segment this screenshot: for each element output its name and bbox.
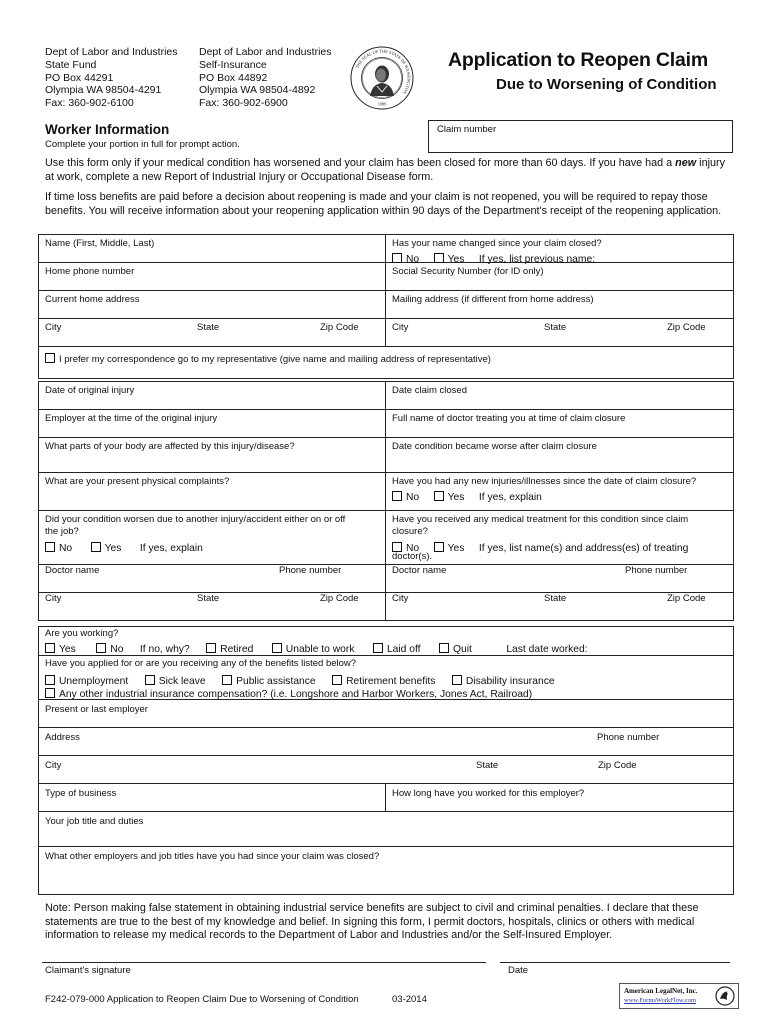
option-label: No [406, 543, 420, 554]
address-line: Fax: 360-902-6100 [45, 97, 134, 110]
date-claim-closed-label: Date claim closed [392, 385, 467, 396]
mailing-state-label: State [544, 322, 567, 333]
worsen-other-explain-label: If yes, explain [139, 543, 203, 554]
seal-year: 1889 [377, 101, 387, 107]
worsen-other-label-line2: the job? [45, 526, 79, 537]
other-compensation-label: Any other industrial insurance compensation? (i.e. Longshore and Harbor Workers, Jones Act, Railroad) [59, 689, 533, 700]
zip-label: Zip Code [320, 322, 359, 333]
address-line: Olympia WA 98504-4291 [45, 84, 162, 97]
claimant-signature-label: Claimant's signature [45, 965, 131, 976]
city-label: City [45, 322, 62, 333]
mailing-address-label: Mailing address (if different from home address) [392, 294, 594, 305]
previous-name-label: If yes, list previous name: [478, 254, 596, 265]
address-line: Dept of Labor and Industries [199, 46, 332, 58]
employer-phone-label: Phone number [597, 732, 660, 743]
worsen-other-no[interactable] [45, 542, 72, 554]
self-insurance-address [199, 46, 332, 110]
intro-text: injury at work, complete a new Report of Industrial Injury or Occupational Disease form. [45, 157, 725, 183]
medical-treatment-yes[interactable] [434, 542, 465, 554]
checkbox[interactable] [45, 643, 55, 653]
complaints-label: What are your present physical complaints? [45, 476, 230, 487]
worsen-other-label-line1: Did your condition worsen due to another injury/accident either on or off [45, 514, 346, 525]
signature-date-label: Date [508, 965, 529, 976]
new-injuries-yes[interactable] [434, 491, 465, 503]
option-label: Unable to work [285, 644, 355, 655]
option-label: No [110, 644, 124, 655]
medical-treatment-label-line2: closure? [392, 526, 428, 537]
option-label: Yes [447, 543, 465, 554]
checkbox[interactable] [392, 253, 402, 263]
treating-doctors-label-line2: doctor(s). [392, 551, 433, 562]
checkbox[interactable] [373, 643, 383, 653]
checkbox[interactable] [45, 542, 55, 552]
working-yes[interactable] [45, 643, 76, 655]
home-phone-label: Home phone number [45, 266, 135, 277]
job-title-label: Your job title and duties [45, 816, 144, 827]
body-parts-label: What parts of your body are affected by this injury/disease? [45, 441, 295, 452]
form-subtitle: Due to Worsening of Condition [496, 76, 717, 93]
option-label: Quit [452, 644, 472, 655]
doctor-city-label-2: City [392, 593, 409, 604]
other-compensation-option[interactable] [45, 684, 532, 702]
ssn-label: Social Security Number (for ID only) [392, 266, 544, 277]
unable-to-work-option[interactable] [272, 643, 355, 655]
new-injuries-no[interactable] [392, 491, 419, 503]
name-label: Name (First, Middle, Last) [45, 238, 155, 249]
doctor-phone-label-2: Phone number [625, 565, 688, 576]
doctor-phone-label: Phone number [279, 565, 342, 576]
option-label: No [59, 543, 73, 554]
if-no-why-label: If no, why? [139, 644, 190, 655]
address-line: Olympia WA 98504-4892 [199, 84, 316, 97]
washington-state-seal-icon [350, 46, 414, 110]
option-label: Yes [447, 492, 465, 503]
brand-logo-icon [715, 986, 735, 1006]
are-you-working-label: Are you working? [45, 628, 119, 639]
checkbox[interactable] [272, 643, 282, 653]
checkbox[interactable] [434, 542, 444, 552]
mailing-city-label: City [392, 322, 409, 333]
retired-option[interactable] [206, 643, 253, 655]
option-label: No [406, 254, 420, 265]
employer-at-injury-label: Employer at the time of the original injury [45, 413, 218, 424]
claim-number-field[interactable] [428, 120, 733, 153]
benefits-question-label: Have you applied for or are you receiving any of the benefits listed below? [45, 658, 357, 669]
option-label: Retirement benefits [346, 676, 436, 687]
last-date-worked-label: Last date worked: [506, 644, 588, 655]
checkbox[interactable] [91, 542, 101, 552]
form-revision-date: 03-2014 [392, 994, 427, 1005]
address-line: State Fund [45, 58, 97, 71]
mailing-zip-label: Zip Code [667, 322, 706, 333]
checkbox[interactable] [45, 688, 55, 698]
option-label: Yes [447, 254, 465, 265]
option-label: Unemployment [59, 676, 129, 687]
brand-box [619, 983, 739, 1009]
brand-url[interactable]: www.FormsWorkFlow.com [624, 997, 696, 1004]
checkbox[interactable] [439, 643, 449, 653]
prefer-representative-option[interactable] [45, 349, 491, 367]
form-title: Application to Reopen Claim [448, 49, 709, 71]
treating-doctors-label: If yes, list name(s) and address(es) of treating [478, 543, 689, 554]
date-line[interactable] [500, 962, 730, 963]
name-changed-label: Has your name changed since your claim closed? [392, 238, 602, 249]
employer-state-label: State [476, 760, 499, 771]
address-line: Self-Insurance [199, 58, 267, 71]
address-line: PO Box 44892 [199, 71, 268, 84]
brand-name: American LegalNet, Inc. [624, 987, 698, 995]
worsen-other-yes[interactable] [91, 542, 122, 554]
doctor-zip-label-2: Zip Code [667, 593, 706, 604]
option-label: Laid off [386, 644, 421, 655]
new-injuries-label: Have you had any new injuries/illnesses since the date of claim closure? [392, 476, 697, 487]
checkbox[interactable] [45, 353, 55, 363]
present-employer-label: Present or last employer [45, 704, 148, 715]
doctor-full-name-label: Full name of doctor treating you at time of claim closure [392, 413, 626, 424]
seal-ring-text: THE SEAL OF THE STATE OF WASHINGTON [354, 48, 412, 95]
doctor-state-label: State [197, 593, 220, 604]
option-label: Retired [220, 644, 254, 655]
checkbox[interactable] [392, 491, 402, 501]
checkbox[interactable] [96, 643, 106, 653]
doctor-name-label-2: Doctor name [392, 565, 447, 576]
doctor-state-label-2: State [544, 593, 567, 604]
claim-number-label: Claim number [437, 124, 497, 135]
form-id: F242-079-000 Application to Reopen Claim Due to Worsening of Condition [45, 994, 359, 1005]
checkbox[interactable] [434, 491, 444, 501]
worker-information-note: Complete your portion in full for prompt action. [45, 139, 240, 150]
intro-paragraph-1 [45, 157, 735, 184]
date-original-injury-label: Date of original injury [45, 385, 135, 396]
address-line: PO Box 44291 [45, 71, 114, 84]
option-label: Yes [59, 644, 76, 655]
address-line: Dept of Labor and Industries [45, 46, 178, 58]
employer-city-label: City [45, 760, 62, 771]
doctor-city-label: City [45, 593, 62, 604]
option-label: No [406, 492, 420, 503]
doctor-zip-label: Zip Code [320, 593, 359, 604]
current-address-label: Current home address [45, 294, 140, 305]
signature-line[interactable] [42, 962, 486, 963]
legal-note: Note: Person making false statement in obtaining industrial service benefits are subject to civil and criminal penalties. I declare that these statements are true to the best of my knowledge and belief. In signing this form, I permit doctors, hospitals, clinics or others with medical information to release my medical records to the Department of Labor and Industries and/or the Self-Insured Employer. [45, 902, 699, 941]
laid-off-option[interactable] [373, 643, 421, 655]
how-long-employed-label: How long have you worked for this employer? [392, 788, 585, 799]
option-label: Disability insurance [465, 676, 555, 687]
quit-option[interactable] [439, 643, 472, 655]
name-changed-no[interactable] [392, 253, 419, 265]
name-changed-yes[interactable] [434, 253, 465, 265]
medical-treatment-label-line1: Have you received any medical treatment for this condition since claim [392, 514, 689, 525]
working-no[interactable] [96, 643, 123, 655]
option-label: Yes [104, 543, 122, 554]
state-label: State [197, 322, 220, 333]
intro-paragraph-2: If time loss benefits are paid before a decision about reopening is made and your claim is not reopened, you will be required to repay those benefits. You will receive information about your reopening application within 90 days of the Department's receipt of the reopening application. [45, 191, 722, 217]
type-of-business-label: Type of business [45, 788, 117, 799]
employer-zip-label: Zip Code [598, 760, 637, 771]
other-employers-label: What other employers and job titles have you had since your claim was closed? [45, 851, 380, 862]
date-worse-label: Date condition became worse after claim closure [392, 441, 597, 452]
option-label: Public assistance [236, 676, 316, 687]
intro-text: Use this form only if your medical condition has worsened and your claim has been closed for more than 60 days. If you have had a [45, 157, 673, 169]
doctor-name-label: Doctor name [45, 565, 100, 576]
checkbox[interactable] [206, 643, 216, 653]
checkbox[interactable] [434, 253, 444, 263]
option-label: Sick leave [158, 676, 206, 687]
address-line: Fax: 360-902-6900 [199, 97, 288, 110]
intro-emphasis: new [675, 157, 697, 169]
state-fund-address [45, 46, 178, 110]
employer-address-label: Address [45, 732, 80, 743]
prefer-representative-label: I prefer my correspondence go to my representative (give name and mailing address of representative) [59, 354, 491, 365]
new-injuries-explain-label: If yes, explain [478, 492, 542, 503]
worker-information-heading: Worker Information [45, 122, 170, 137]
